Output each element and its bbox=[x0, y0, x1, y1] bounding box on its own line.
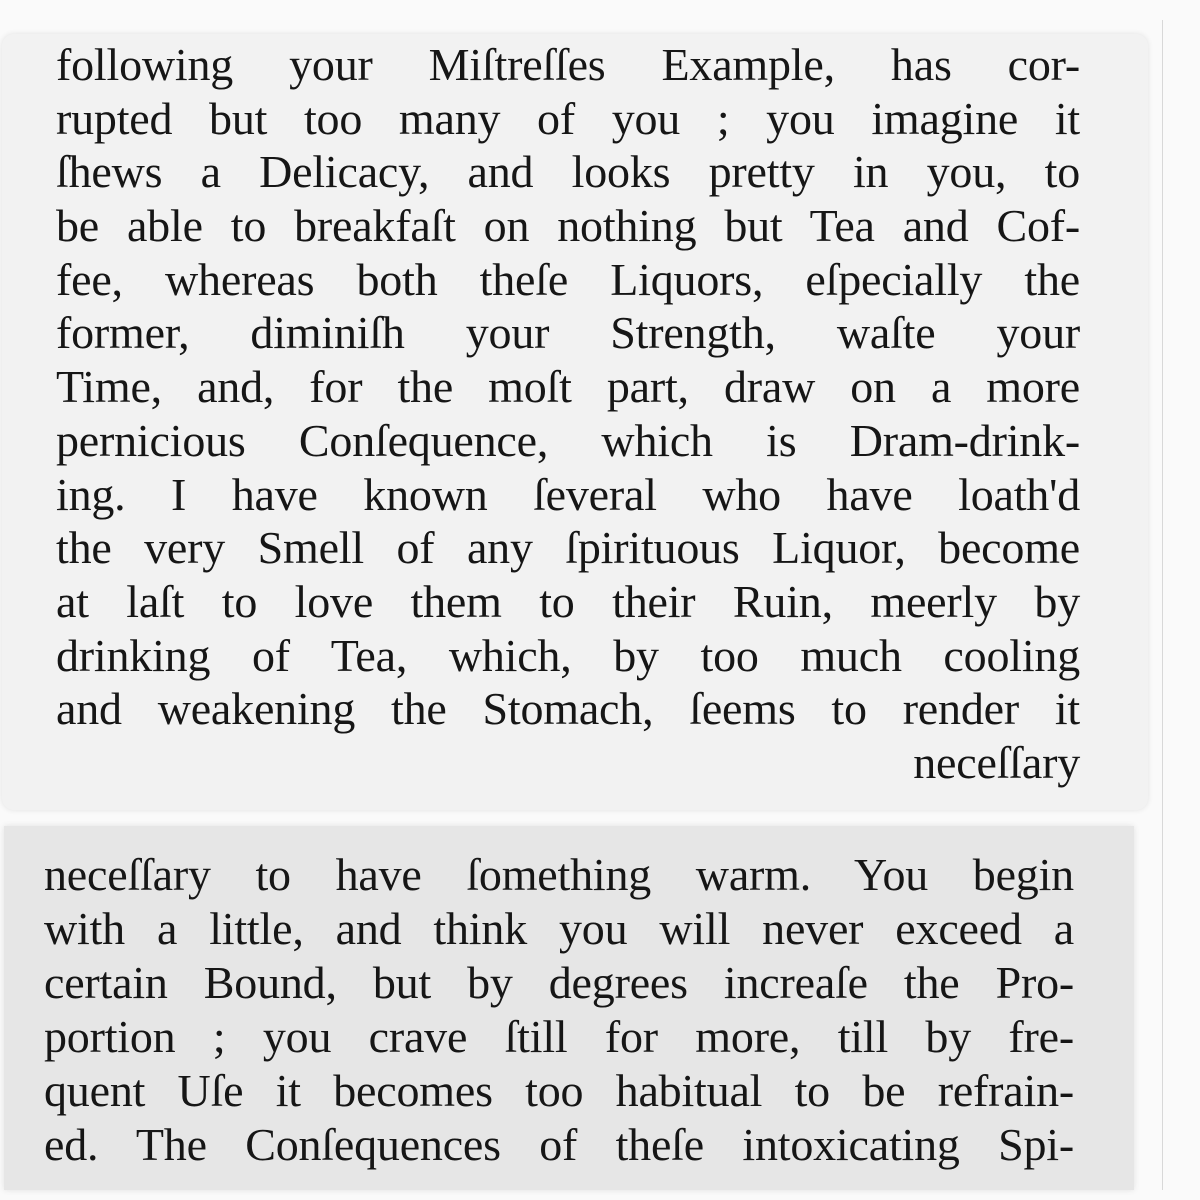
text-line: pernicious Conſequence, which is Dram-drink- bbox=[56, 414, 1080, 466]
text-line: neceſſary to have ſomething warm. You begin bbox=[44, 849, 1074, 900]
page-text-top bbox=[56, 38, 1080, 790]
page-fragment-bottom bbox=[4, 826, 1134, 1190]
text-line: certain Bound, but by degrees increaſe the Pro- bbox=[44, 957, 1074, 1008]
text-line: ing. I have known ſeveral who have loath'd bbox=[56, 468, 1080, 520]
text-line: with a little, and think you will never exceed a bbox=[44, 903, 1074, 954]
text-line: quent Uſe it becomes too habitual to be refrain- bbox=[44, 1065, 1074, 1116]
text-line: be able to breakfaſt on nothing but Tea and Cof- bbox=[56, 200, 1080, 252]
text-line: drinking of Tea, which, by too much cooling bbox=[56, 629, 1080, 681]
text-line: Time, and, for the moſt part, draw on a more bbox=[56, 361, 1080, 413]
catchword: neceſſary bbox=[913, 736, 1080, 788]
text-line: fee, whereas both theſe Liquors, eſpecially the bbox=[56, 253, 1080, 305]
page-text-bottom bbox=[44, 848, 1074, 1172]
text-line: former, diminiſh your Strength, waſte your bbox=[56, 307, 1080, 359]
text-line: and weakening the Stomach, ſeems to render it bbox=[56, 683, 1080, 735]
page-fragment-top bbox=[2, 34, 1148, 810]
frame-edge bbox=[1162, 20, 1163, 1190]
text-line: rupted but too many of you ; you imagine it bbox=[56, 92, 1080, 144]
text-line: following your Miſtreſſes Example, has cor- bbox=[56, 39, 1080, 90]
text-line: portion ; you crave ſtill for more, till by fre- bbox=[44, 1011, 1074, 1062]
text-line: ſhews a Delicacy, and looks pretty in you, to bbox=[56, 146, 1080, 198]
text-line: the very Smell of any ſpirituous Liquor, become bbox=[56, 522, 1080, 574]
text-line: ed. The Conſequences of theſe intoxicating Spi- bbox=[44, 1119, 1074, 1170]
text-line: at laſt to love them to their Ruin, meerly by bbox=[56, 575, 1080, 627]
